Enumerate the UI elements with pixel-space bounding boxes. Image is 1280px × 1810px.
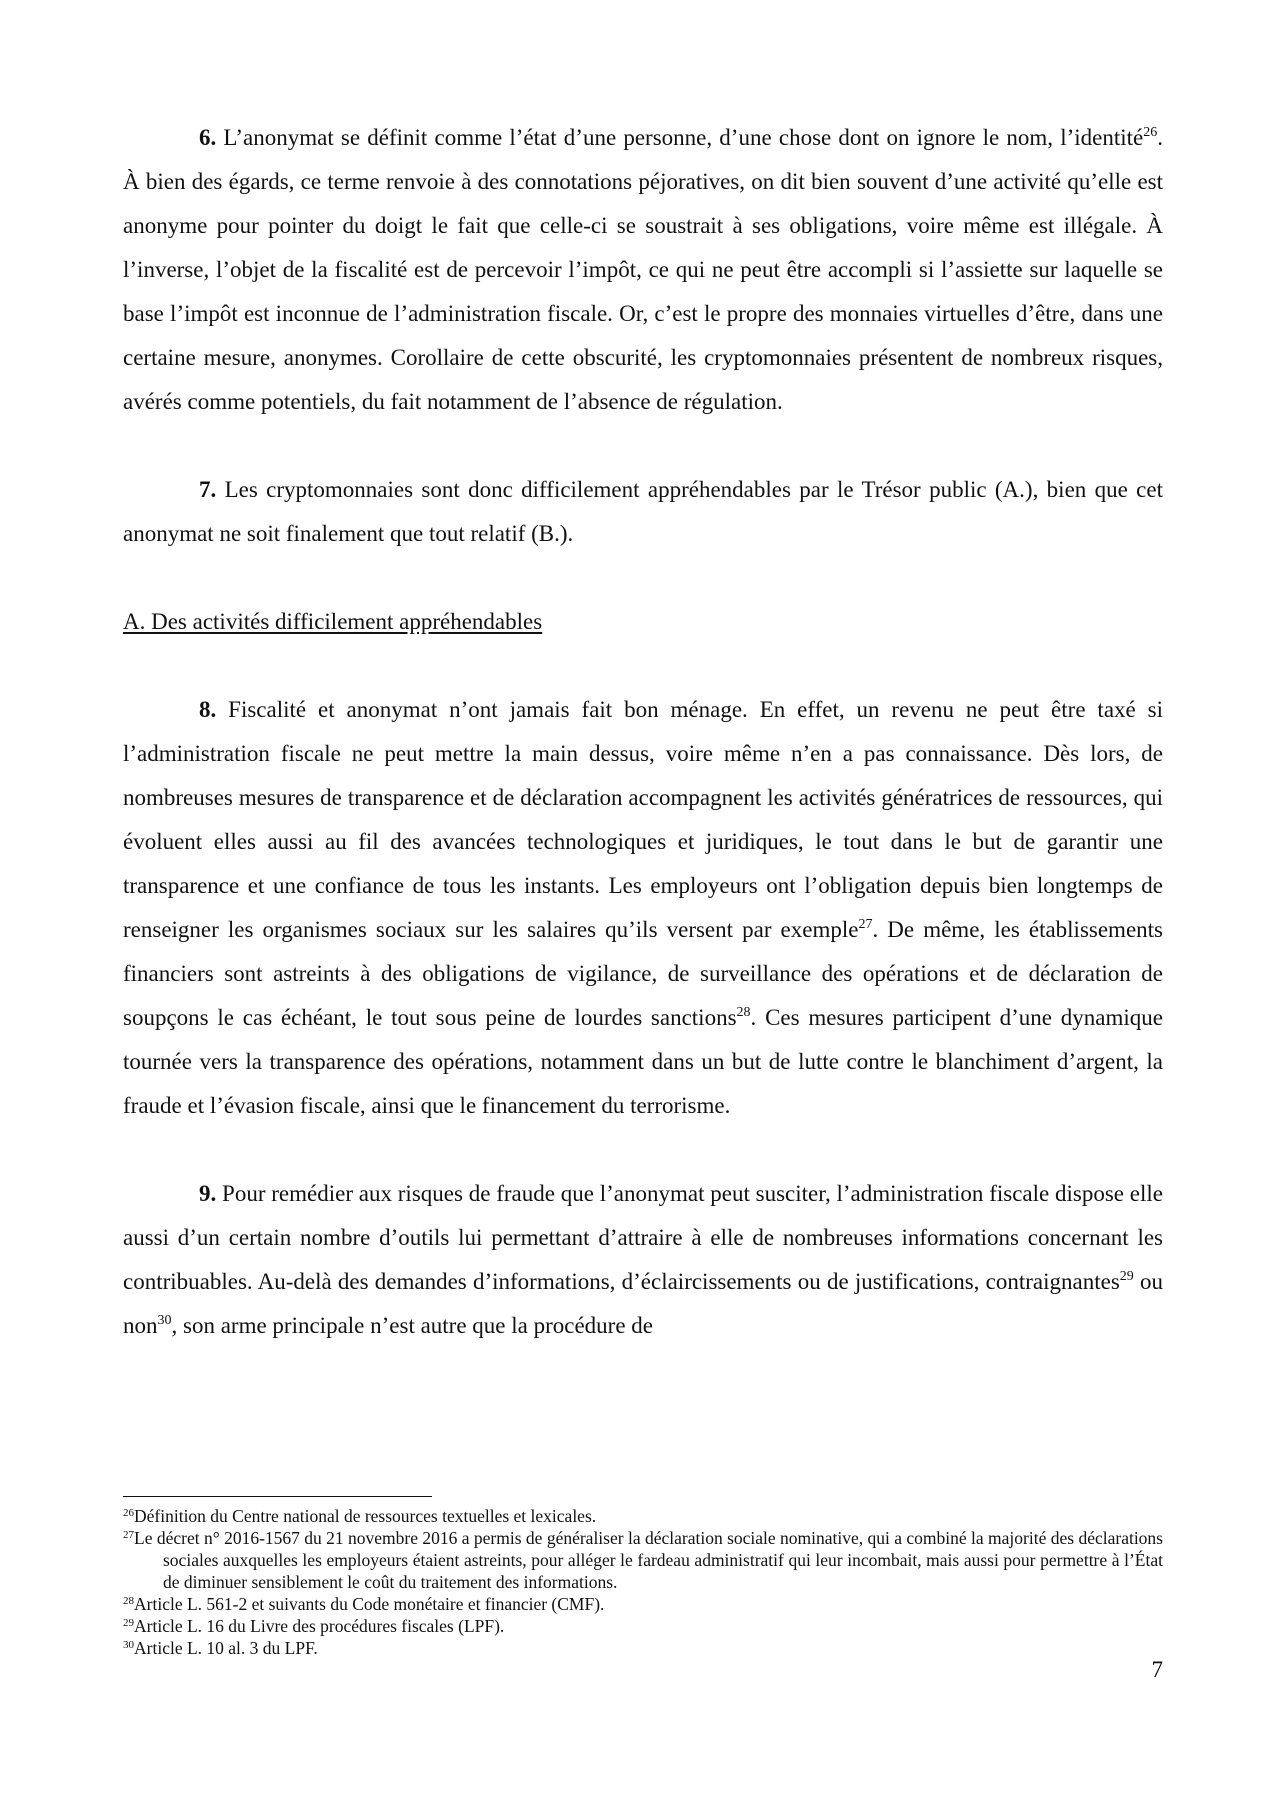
footnote-number: 26 (123, 1507, 134, 1519)
paragraph-number: 9. (199, 1181, 217, 1206)
footnote-28 (123, 1593, 1163, 1615)
footnote-30 (123, 1637, 1163, 1659)
footnote-27 (123, 1527, 1163, 1593)
paragraph-text: L’anonymat se définit comme l’état d’une personne, d’une chose dont on ignore le nom, l’identité (216, 125, 1144, 150)
footnote-ref-27[interactable]: 27 (858, 917, 873, 932)
footnote-ref-26[interactable]: 26 (1143, 125, 1158, 140)
body-text (123, 116, 1163, 1348)
paragraph-text: Les cryptomonnaies sont donc difficilement appréhendables par le Trésor public (A.), bien que cet anonymat ne soit finalement que tout relatif (B.). (123, 477, 1163, 546)
paragraph-6 (123, 116, 1163, 424)
paragraph-text: , son arme principale n’est autre que la procédure de (171, 1313, 654, 1338)
footnote-number: 29 (123, 1617, 134, 1629)
footnote-number: 30 (123, 1639, 134, 1651)
paragraph-text: Fiscalité et anonymat n’ont jamais fait bon ménage. En effet, un revenu ne peut être taxé si l’administration fiscale ne peut mettre la main dessus, voire même n’en a pas connaissance. Dès lors, de nombreuses mesures de transparence et de déclaration accompagnent les activités génératrices de ressources, qui évoluent elles aussi au fil des avancées technologiques et juridiques, le tout dans le but de garantir une transparence et une confiance de tous les instants. Les employeurs ont l’obligation depuis bien longtemps de renseigner les organismes sociaux sur les salaires qu’ils versent par exemple (123, 697, 1163, 942)
paragraph-8 (123, 688, 1163, 1128)
footnote-ref-28[interactable]: 28 (736, 1005, 751, 1020)
paragraph-number: 6. (199, 125, 217, 150)
footnote-separator (123, 1496, 432, 1497)
paragraph-text: ou non (123, 1269, 1163, 1338)
paragraph-7 (123, 468, 1163, 556)
footnote-text: Article L. 561-2 et suivants du Code monétaire et financier (CMF). (134, 1594, 605, 1614)
paragraph-text: . À bien des égards, ce terme renvoie à des connotations péjoratives, on dit bien souvent d’une activité qu’elle est anonyme pour pointer du doigt le fait que celle-ci se soustrait à ses obligations, voire même est illégale. À l’inverse, l’objet de la fiscalité est de percevoir l’impôt, ce qui ne peut être accompli si l’assiette sur laquelle se base l’impôt est inconnue de l’administration fiscale. Or, c’est le propre des monnaies virtuelles d’être, dans une certaine mesure, anonymes. Corollaire de cette obscurité, les cryptomonnaies présentent de nombreux risques, avérés comme potentiels, du fait notamment de l’absence de régulation. (123, 125, 1163, 414)
footnote-text: Article L. 10 al. 3 du LPF. (134, 1638, 318, 1658)
footnote-text: Définition du Centre national de ressources textuelles et lexicales. (134, 1506, 597, 1526)
paragraph-text: . De même, les établissements financiers sont astreints à des obligations de vigilance, de surveillance des opérations et de déclaration de soupçons le cas échéant, le tout sous peine de lourdes sanctions (123, 917, 1164, 1030)
paragraph-number: 7. (199, 477, 217, 502)
footnotes (123, 1505, 1163, 1659)
footnote-26 (123, 1505, 1163, 1527)
section-heading-a: A. Des activités difficilement appréhendables (123, 609, 543, 634)
footnote-number: 28 (123, 1595, 134, 1607)
paragraph-number: 8. (199, 697, 217, 722)
footnote-29 (123, 1615, 1163, 1637)
footnote-text: Article L. 16 du Livre des procédures fiscales (LPF). (134, 1616, 505, 1636)
page-number: 7 (1151, 1657, 1163, 1682)
paragraph-text: Pour remédier aux risques de fraude que l’anonymat peut susciter, l’administration fiscale dispose elle aussi d’un certain nombre d’outils lui permettant d’attraire à elle de nombreuses informations concernant les contribuables. Au-delà des demandes d’informations, d’éclaircissements ou de justifications, contraignantes (123, 1181, 1163, 1294)
footnote-text: Le décret n° 2016-1567 du 21 novembre 2016 a permis de généraliser la déclaration sociale nominative, qui a combiné la majorité des déclarations sociales auxquelles les employeurs étaient astreints, pour alléger le fardeau administratif qui leur incombait, mais aussi pour permettre à l’État de diminuer sensiblement le coût du traitement des informations. (134, 1528, 1163, 1592)
footnote-ref-29[interactable]: 29 (1119, 1269, 1134, 1284)
paragraph-text: . Ces mesures participent d’une dynamique tournée vers la transparence des opérations, notamment dans un but de lutte contre le blanchiment d’argent, la fraude et l’évasion fiscale, ainsi que le financement du terrorisme. (123, 1005, 1163, 1118)
footnote-number: 27 (123, 1529, 134, 1541)
footnote-ref-30[interactable]: 30 (157, 1313, 172, 1328)
paragraph-9 (123, 1172, 1163, 1348)
